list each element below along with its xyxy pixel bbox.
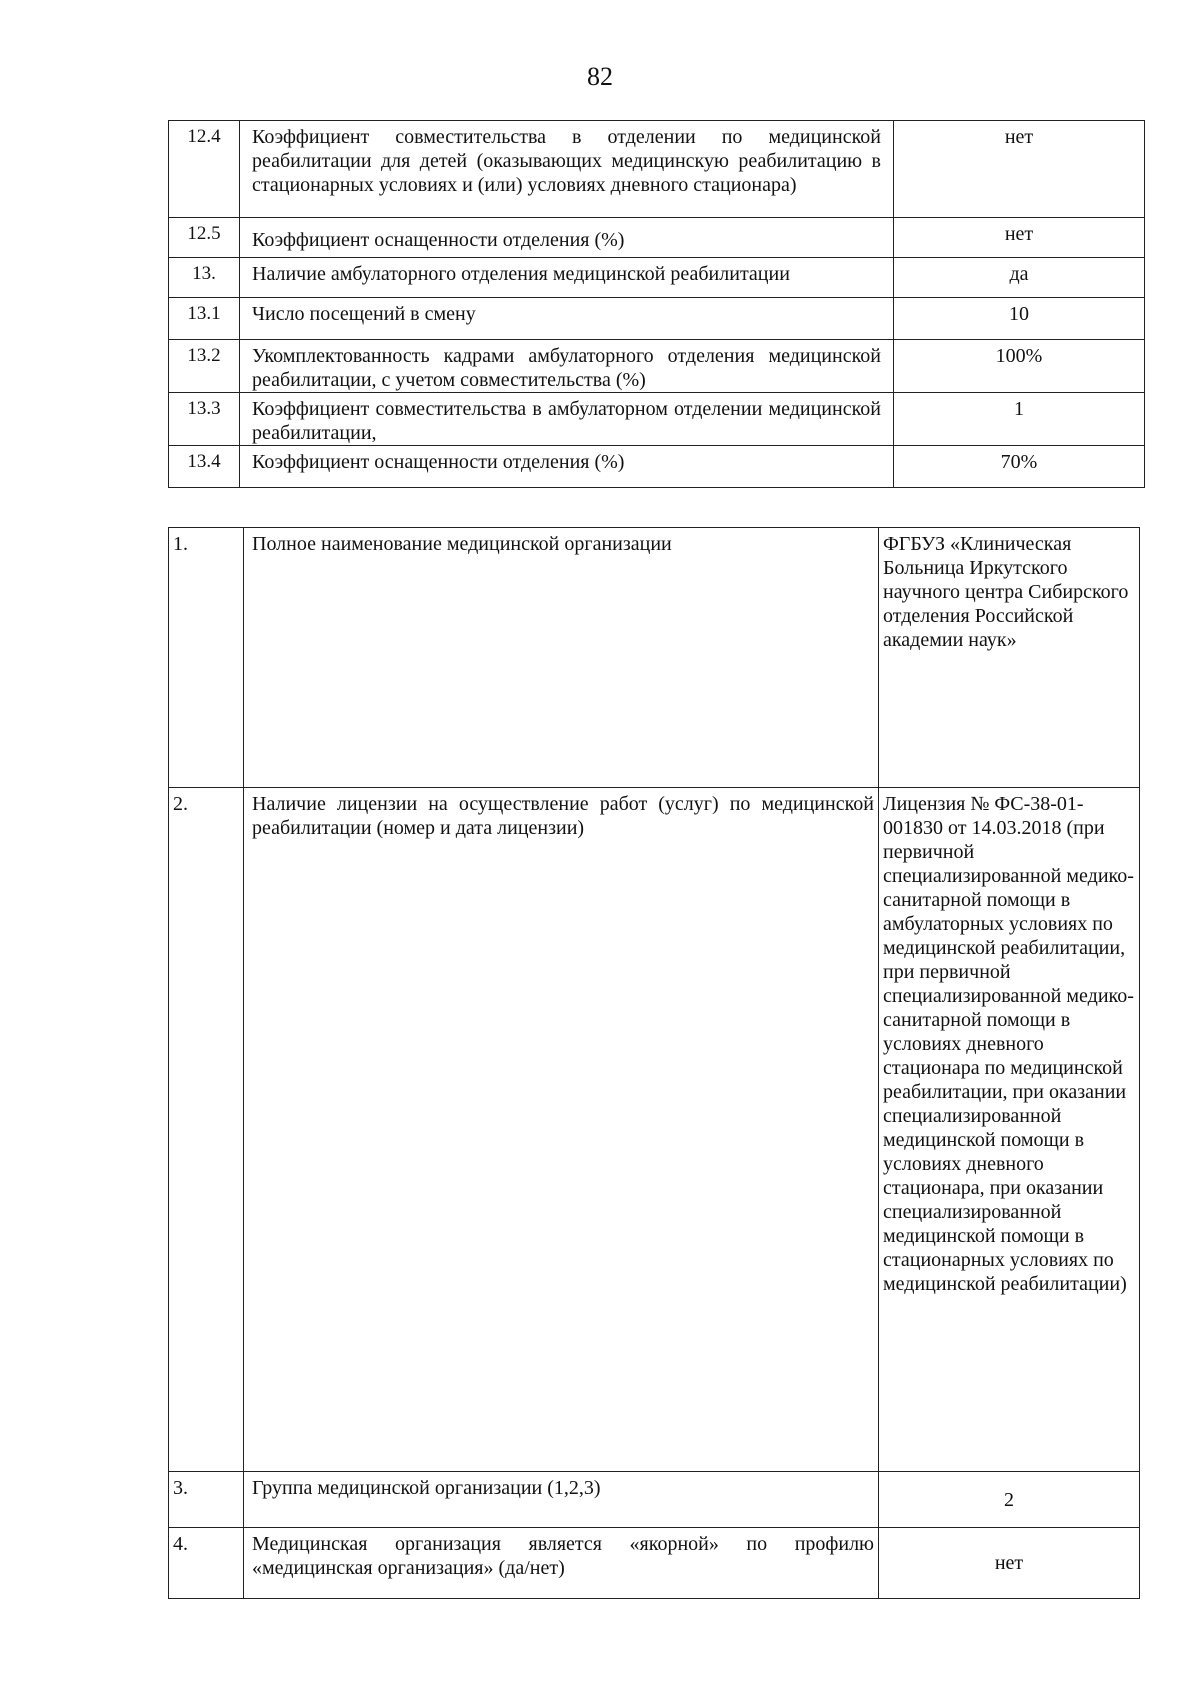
row-number: 2. [169,788,244,1472]
row-value: нет [879,1528,1140,1599]
row-label: Наличие лицензии на осуществление работ (услуг) по медицинской реабилитации (номер и дата лицензии) [244,788,879,1472]
row-number: 13.2 [169,340,240,393]
organization-table [168,527,1140,1599]
table-row [169,340,1145,393]
table-row [169,298,1145,340]
row-value: 1 [894,393,1145,446]
row-number: 4. [169,1528,244,1599]
row-value: 100% [894,340,1145,393]
table-row [169,1472,1140,1528]
row-value: нет [894,121,1145,218]
row-label: Коэффициент оснащенности отделения (%) [240,218,894,258]
table-row [169,218,1145,258]
row-label: Коэффициент совместительства в отделении по медицинской реабилитации для детей (оказывающих медицинскую реабилитацию в стационарных условиях и (или) условиях дневного стационара) [240,121,894,218]
row-label: Коэффициент совместительства в амбулаторном отделении медицинской реабилитации, [240,393,894,446]
row-value: 70% [894,446,1145,488]
row-value: да [894,258,1145,298]
row-label: Наличие амбулаторного отделения медицинской реабилитации [240,258,894,298]
table-row [169,788,1140,1472]
row-value: Лицензия № ФС-38-01-001830 от 14.03.2018 (при первичной специализированной медико-санитарной помощи в амбулаторных условиях по медицинской реабилитации, при первичной специализированной медико-санитарной помощи в условиях дневного стационара по медицинской реабилитации, при оказании специализированной медицинской помощи в условиях дневного стационара, при оказании специализированной медицинской помощи в стационарных условиях по медицинской реабилитации) [879,788,1140,1472]
page-number: 82 [587,62,613,91]
row-label: Число посещений в смену [240,298,894,340]
row-label: Медицинская организация является «якорной» по профилю «медицинская организация» (да/нет) [244,1528,879,1599]
table-row [169,393,1145,446]
indicators-table [168,120,1145,488]
row-number: 1. [169,528,244,788]
row-value: 10 [894,298,1145,340]
row-label: Укомплектованность кадрами амбулаторного отделения медицинской реабилитации, с учетом совместительства (%) [240,340,894,393]
row-number: 13.1 [169,298,240,340]
table-row [169,121,1145,218]
row-value: ФГБУЗ «Клиническая Больница Иркутского научного центра Сибирского отделения Российской академии наук» [879,528,1140,788]
row-label: Группа медицинской организации (1,2,3) [244,1472,879,1528]
table-row [169,528,1140,788]
row-value: нет [894,218,1145,258]
row-number: 13.4 [169,446,240,488]
row-number: 3. [169,1472,244,1528]
table-row [169,1528,1140,1599]
row-number: 12.4 [169,121,240,218]
table-row [169,446,1145,488]
table-row [169,258,1145,298]
row-label: Полное наименование медицинской организации [244,528,879,788]
row-number: 12.5 [169,218,240,258]
row-value: 2 [879,1472,1140,1528]
row-number: 13. [169,258,240,298]
row-label: Коэффициент оснащенности отделения (%) [240,446,894,488]
row-number: 13.3 [169,393,240,446]
